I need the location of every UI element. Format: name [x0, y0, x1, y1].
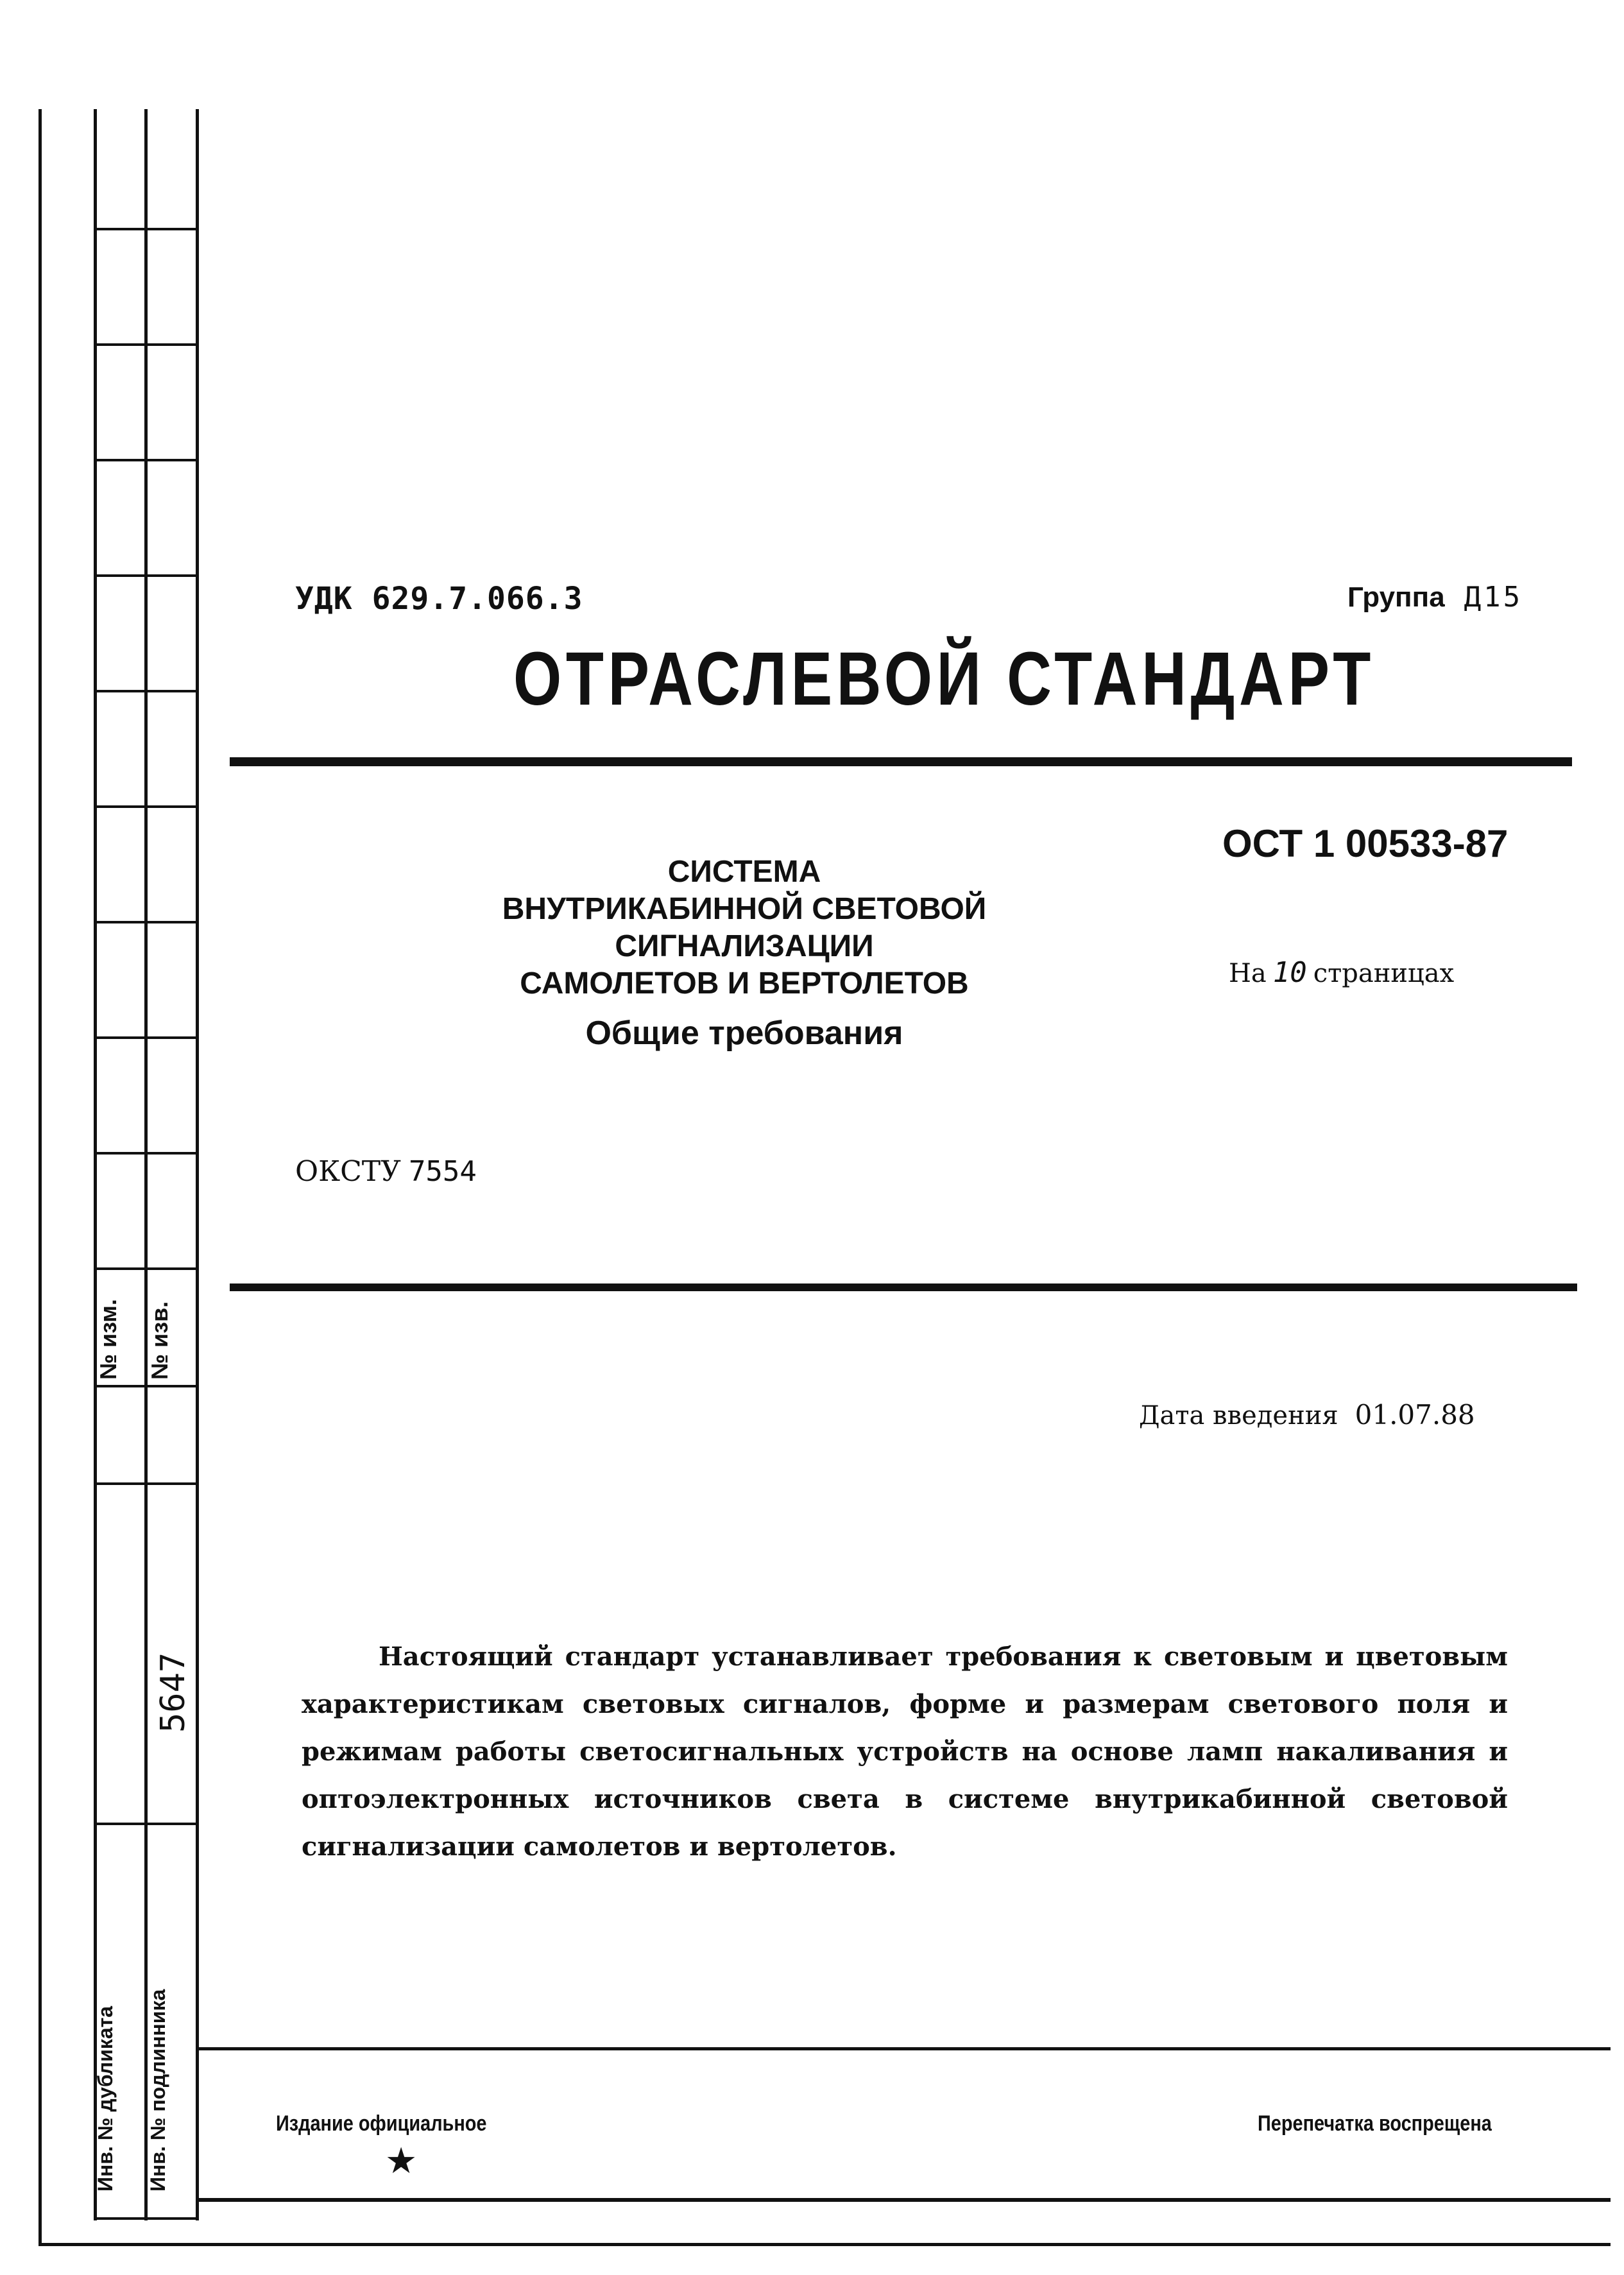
- okstu-value: 7554: [408, 1155, 477, 1188]
- title-line: ВНУТРИКАБИННОЙ СВЕТОВОЙ: [502, 892, 987, 926]
- document-title: [462, 854, 1027, 1052]
- okstu-label: ОКСТУ: [295, 1155, 401, 1188]
- stamp-row-line: [94, 228, 199, 230]
- stamp-inv-original-label: Инв. № подлинника: [146, 1989, 169, 2192]
- stamp-row-line: [94, 574, 199, 577]
- stamp-row-line: [94, 459, 199, 461]
- intro-date-value: 01.07.88: [1355, 1399, 1475, 1430]
- footer-top-rule: [196, 2047, 1611, 2050]
- document-subtitle: Общие требования: [585, 1015, 903, 1052]
- stamp-row-line: [94, 1036, 199, 1039]
- group-value: Д15: [1464, 581, 1523, 614]
- stamp-izm-label: № изм.: [95, 1299, 121, 1380]
- stamp-row-line: [94, 690, 199, 692]
- stamp-row-line: [94, 921, 199, 923]
- page-bottom-border: [38, 2243, 1611, 2246]
- okstu-code: [295, 1155, 477, 1188]
- stamp-inventory-number: 5647: [154, 1652, 192, 1733]
- stamp-frame-mid-line: [144, 109, 148, 2220]
- title-line: САМОЛЕТОВ И ВЕРТОЛЕТОВ: [520, 966, 969, 1000]
- stamp-row-line: [94, 1482, 199, 1485]
- title-line: СИГНАЛИЗАЦИИ: [615, 929, 874, 963]
- stamp-izv-label: № изв.: [146, 1301, 173, 1380]
- group-label: Группа: [1347, 581, 1445, 613]
- pages-prefix: На: [1229, 959, 1267, 988]
- stamp-inv-duplicate-label: Инв. № дубликата: [94, 2005, 117, 2192]
- stamp-frame-right-line: [196, 109, 199, 2220]
- reprint-prohibited-label: Перепечатка воспрещена: [1258, 2111, 1492, 2136]
- pages-suffix: страницах: [1313, 959, 1455, 988]
- standard-type-heading: ОТРАСЛЕВОЙ СТАНДАРТ: [513, 637, 1375, 721]
- stamp-row-line: [94, 1267, 199, 1270]
- page-count: [1229, 956, 1454, 989]
- footer-bottom-rule: [196, 2198, 1611, 2202]
- pages-number: 10: [1272, 956, 1307, 989]
- heading-rule: [230, 757, 1572, 766]
- stamp-frame-left-line: [94, 109, 97, 2220]
- stamp-row-line: [94, 2217, 199, 2220]
- stamp-row-line: [94, 1385, 199, 1387]
- scope-paragraph-text: Настоящий стандарт устанавливает требования к световым и цветовым характеристикам световых сигналов, форме и размерам светового поля и режимам работы светосигнальных устройств на основе ламп накаливания и оптоэлектронных источников света в системе внутрикабинной световой сигнализации самолетов и вертолетов.: [302, 1642, 1508, 1862]
- page-left-border: [38, 109, 42, 2246]
- title-line: СИСТЕМА: [667, 855, 821, 889]
- stamp-row-line: [94, 1823, 199, 1825]
- stamp-row-line: [94, 1152, 199, 1155]
- standard-designation: ОСТ 1 00533-87: [1222, 822, 1509, 865]
- official-edition-label: Издание официальное: [276, 2111, 487, 2136]
- stamp-row-line: [94, 343, 199, 346]
- star-icon: ★: [385, 2140, 418, 2182]
- intro-date: [1139, 1399, 1475, 1430]
- udk-code: УДК 629.7.066.3: [295, 581, 583, 617]
- scope-paragraph: [302, 1633, 1508, 1871]
- title-block-rule: [230, 1283, 1577, 1291]
- group-code: [1347, 581, 1523, 614]
- stamp-row-line: [94, 805, 199, 808]
- intro-date-label: Дата введения: [1139, 1401, 1338, 1430]
